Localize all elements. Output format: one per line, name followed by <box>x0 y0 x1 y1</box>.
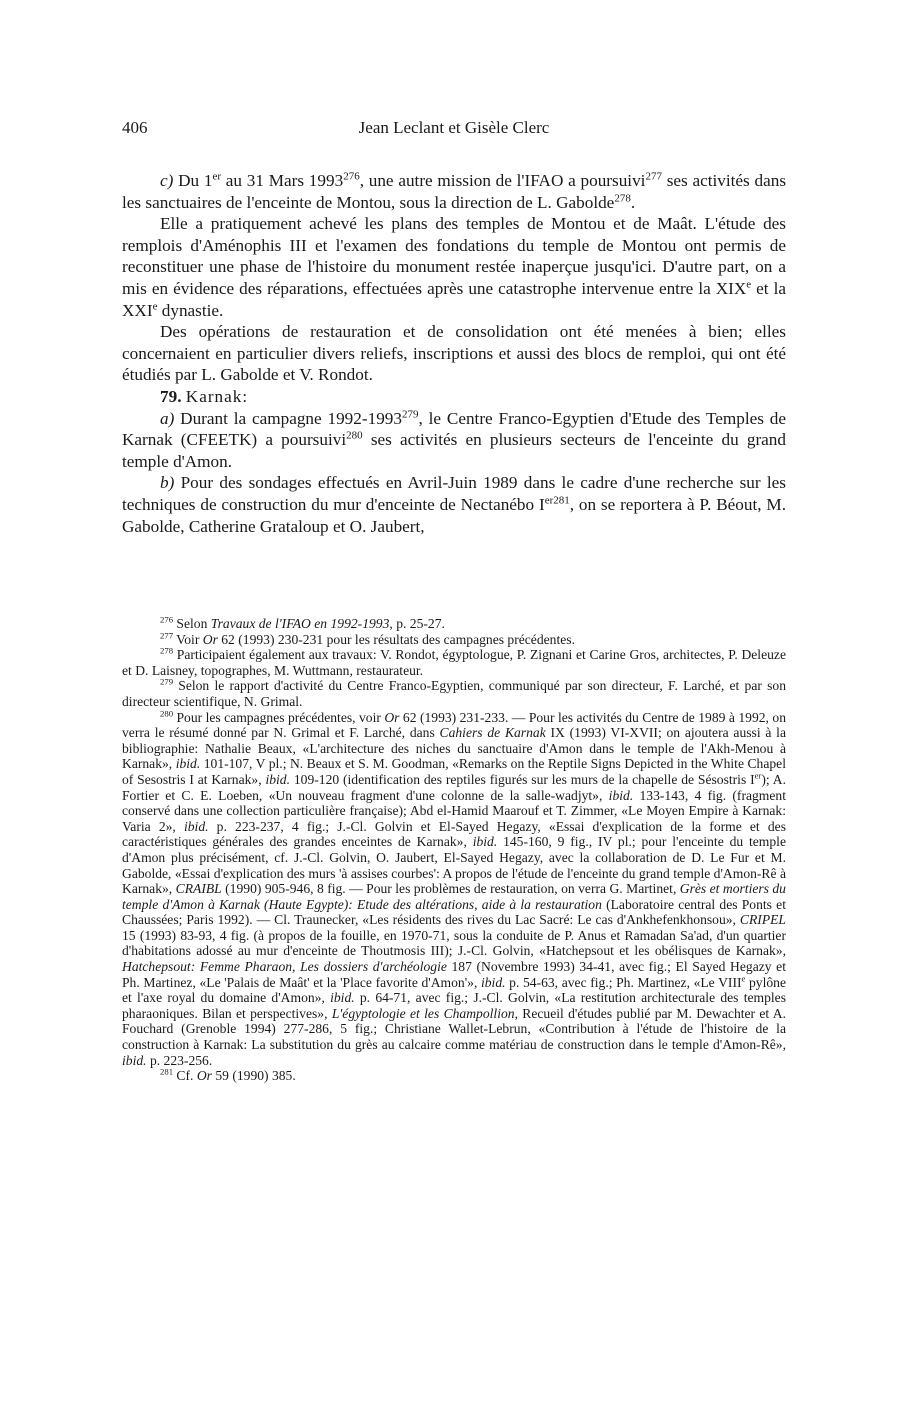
item-marker: a) <box>160 408 175 428</box>
footnote-number: 278 <box>160 645 174 656</box>
footnote-number: 279 <box>160 676 174 687</box>
paragraph-plans <box>122 213 786 321</box>
text-run: 62 (1993) 231-233. — Pour les activités du Centre de 1989 à 1992, on verra le résumé donné par N. Grimal et F. Larché, dans <box>122 709 786 741</box>
item-marker: b) <box>160 473 175 493</box>
italic-title: Or <box>202 631 218 647</box>
text-run: Selon le rapport d'activité du Centre Franco-Egyptien, communiqué par son directeur, F. Larché, et par son directeur scientifique, N. Grimal. <box>122 678 786 709</box>
text-run: ses activités dans les sanctuaires de l'enceinte de Montou, sous la direction de L. Gabolde <box>122 171 787 212</box>
text-run: 187 (Novembre 1993) 34-41, avec fig.; El Sayed Hegazy et Ph. Martinez, «Le 'Palais de Maât' et la 'Place favorite d'Amon'», <box>122 959 786 990</box>
text-run: 101-107, V pl.; N. Beaux et S. M. Goodman, «Remarks on the Reptile Signs Depicted in the White Chapel of Sesostris I at Karnak», <box>122 756 786 787</box>
italic-title: ibid. <box>175 756 201 772</box>
footnotes <box>122 616 786 1084</box>
italic-title: ibid. <box>480 974 506 990</box>
italic-title: Cahiers de Karnak <box>439 725 546 741</box>
italic-title: ibid. <box>472 834 498 850</box>
text-run: (1990) 905-946, 8 fig. — Pour les problèmes de restauration, on verra G. Martinet, <box>221 881 680 897</box>
superscript: e <box>152 299 158 312</box>
text-run: 133-143, 4 fig. (fragment conservé dans une collection particulière française); Abd el-Hamid Maarouf et T. Zimmer, «Le Moyen Empire à Karnak: Varia 2», <box>122 787 786 834</box>
text-run: , on se reportera à P. Béout, M. Gabolde, Catherine Grataloup et O. Jaubert, <box>122 494 786 536</box>
text-run: IX (1993) VI-XVII; on ajoutera aussi à la bibliographie: Nathalie Beaux, «L'architecture des niches du sanctuaire d'Amon dans le temple de l'Akh-Menou à Karnak», <box>122 725 786 772</box>
text-run: dynastie. <box>157 300 224 320</box>
italic-title: Or <box>384 709 400 725</box>
italic-title: ibid. <box>122 1052 147 1068</box>
superscript: e <box>746 278 752 291</box>
superscript: e <box>741 973 746 984</box>
section-heading <box>122 386 786 408</box>
footnote-279 <box>122 678 786 709</box>
italic-title: ibid. <box>608 787 634 803</box>
text-run: , Recueil d'études publié par M. Dewachter et A. Fouchard (Grenoble 1994) 277-286, 5 fig.; Christiane Wallet-Lebrun, «Contribution à l'étude de l'histoire de la construction à Karnak: La substitution du grès au calcaire comme matériau de construction dans le temple d'Amon-Rê», <box>122 1005 786 1053</box>
footnote-number: 280 <box>160 708 174 719</box>
footnote-281 <box>122 1068 786 1084</box>
section-number: 79. <box>160 386 182 406</box>
text-run: , p. 25-27. <box>389 616 445 631</box>
text-run: Pour les campagnes précédentes, voir <box>173 709 385 725</box>
text-run: Pour des sondages effectués en Avril-Juin 1989 dans le cadre d'une recherche sur les techniques de construction du mur d'enceinte de Nectanébo I <box>122 473 786 514</box>
footnote-number: 281 <box>160 1066 174 1077</box>
text-run: Du 1 <box>173 171 213 190</box>
italic-title: CRAIBL <box>175 881 222 897</box>
text-run: p. 54-63, avec fig.; Ph. Martinez, «Le VIII <box>505 974 742 990</box>
text-run: 145-160, 9 fig., IV pl.; pour l'enceinte du temple d'Amon plus précisément, cf. J.-Cl. Golvin, O. Jaubert, El-Sayed Hegazy, avec la collaboration de D. Le Fur et M. Gabolde, «Essai d'explication des murs 'à assises courbes': A propos de l'étude de l'enceinte du grand temple d'Amon-Rê à Karnak», <box>122 834 786 897</box>
paragraph-cfeetk <box>122 408 786 473</box>
footnote-280 <box>122 710 786 1069</box>
text-run: , le Centre Franco-Egyptien d'Etude des Temples de Karnak (CFEETK) a poursuivi <box>122 408 786 450</box>
footnote-276 <box>122 616 786 632</box>
text-run: ses activités en plusieurs secteurs de l'enceinte du grand temple d'Amon. <box>122 430 786 471</box>
text-run: et la XXI <box>122 278 786 320</box>
footnote-ref[interactable]: er281 <box>544 494 570 507</box>
italic-title: ibid. <box>183 818 209 834</box>
italic-title: Or <box>196 1068 212 1084</box>
text-run: (Laboratoire central des Ponts et Chaussées; Paris 1992). — Cl. Traunecker, «Les résidents des rives du Lac Sacré: Le cas d'Ankhefenkhonsou», <box>122 896 786 928</box>
text-run: Cf. <box>173 1068 197 1084</box>
paragraph-restauration: Des opérations de restauration et de consolidation ont été menées à bien; elles concernaient en particulier divers reliefs, inscriptions et aussi des blocs de remploi, qui ont été étudiés par L. Gabolde et V. Rondot. <box>122 322 786 385</box>
italic-title: Travaux de l'IFAO en 1992-1993 <box>210 616 390 631</box>
footnote-ref[interactable]: 279 <box>401 407 419 420</box>
footnote-ref[interactable]: 280 <box>346 429 363 442</box>
text-run: Voir <box>173 631 203 647</box>
italic-title: Grès et mortiers du temple d'Amon à Karnak (Haute Egypte): Etude des altérations, aide à la restauration <box>122 881 786 912</box>
text-run: Durant la campagne 1992-1993 <box>174 408 402 428</box>
text-run: 109-120 (identification des reptiles figurés sur les murs de la chapelle de Sésostris I <box>290 771 755 787</box>
footnote-277 <box>122 632 786 648</box>
text-run: pylône et l'axe royal du domaine d'Amon», <box>122 974 786 1006</box>
paragraph-sondages <box>122 472 786 537</box>
text-run: Selon <box>173 616 211 631</box>
footnote-ref[interactable]: 276 <box>343 170 360 183</box>
text-run: Participaient également aux travaux: V. Rondot, égyptologue, P. Zignani et Carine Gros, architectes, P. Deleuze et D. Laisney, topographes, M. Wuttmann, restaurateur. <box>122 647 786 678</box>
text-run: Elle a pratiquement achevé les plans des temples de Montou et de Maât. L'étude des remplois d'Aménophis III et l'examen des fondations du temple de Montou ont permis de reconstituer une phase de l'histoire du monument restée inaperçue jusqu'ici. D'autre part, on a mis en évidence des réparations, effectuées après une catastrophe intervenue entre la XIX <box>122 214 786 298</box>
text-run: 59 (1990) 385. <box>211 1068 296 1084</box>
item-marker: c) <box>160 171 174 190</box>
paragraph-montou-mission <box>122 170 786 213</box>
page-number: 406 <box>122 118 148 137</box>
footnote-ref[interactable]: 277 <box>645 170 662 183</box>
italic-title: ibid. <box>330 990 355 1006</box>
italic-title: Hatchepsout: Femme Pharaon, Les dossiers d'archéologie <box>122 959 447 975</box>
text-run: 62 (1993) 230-231 pour les résultats des campagnes précédentes. <box>217 631 575 647</box>
footnote-ref[interactable]: 278 <box>614 191 631 204</box>
text-run: p. 223-237, 4 fig.; J.-Cl. Golvin et El-Sayed Hegazy, «Essai d'explication de la forme et des caractéristiques générales des grandes enceintes de Karnak», <box>122 818 786 850</box>
italic-title: L'égyptologie et les Champollion <box>331 1005 515 1021</box>
text-run: ); A. Fortier et C. E. Loeben, «Un nouveau fragment d'une colonne de la salle-wadjyt», <box>122 771 786 803</box>
footnote-number: 277 <box>160 630 174 641</box>
running-title: Jean Leclant et Gisèle Clerc <box>358 118 550 137</box>
text-run: , une autre mission de l'IFAO a poursuivi <box>359 171 646 190</box>
italic-title: ibid. <box>265 771 290 787</box>
section-title: Karnak: <box>185 386 249 406</box>
text-run: au 31 Mars 1993 <box>221 171 344 190</box>
text-run: . <box>630 192 636 212</box>
footnote-number: 276 <box>160 614 174 625</box>
superscript: er <box>754 770 762 781</box>
text-run: p. 64-71, avec fig.; J.-Cl. Golvin, «La restitution architecturale des temples pharaoniques. Bilan et perspectives», <box>122 990 786 1021</box>
italic-title: CRIPEL <box>739 912 786 928</box>
footnote-278 <box>122 647 786 678</box>
running-header <box>122 118 786 140</box>
text-run: p. 223-256. <box>146 1052 213 1068</box>
main-text <box>122 170 786 537</box>
text-run: 15 (1993) 83-93, 4 fig. (à propos de la fouille, en 1970-71, sous la conduite de P. Anus et Ramadan Sa'ad, d'un quartier d'habitations adossé au mur d'enceinte de Thoutmosis III); J.-Cl. Golvin, «Hatchepsout et les obélisques de Karnak», <box>122 927 786 959</box>
superscript: er <box>212 170 222 183</box>
